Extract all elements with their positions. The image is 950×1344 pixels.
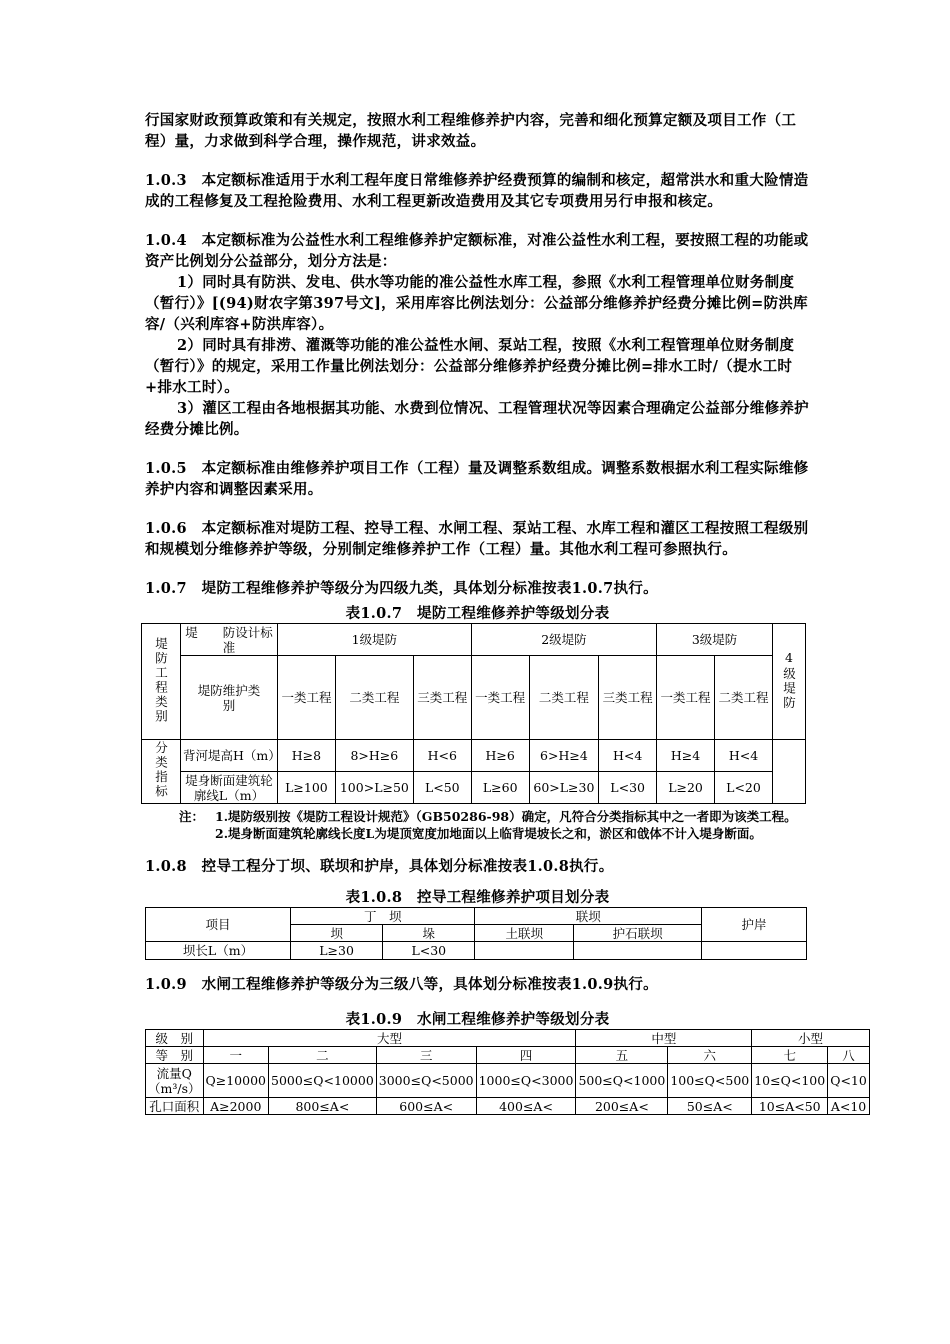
table-cell: 孔口面积 <box>146 1098 204 1115</box>
table-cell: 丁 坝 <box>291 908 475 925</box>
table-cell: A<10 <box>828 1098 870 1115</box>
table-cell: 600≤A< <box>376 1098 476 1115</box>
table-cell: 堤防工程类别 <box>142 624 181 740</box>
clause-1-0-3: 1.0.3 本定额标准适用于水利工程年度日常维修养护经费预算的编制和核定，超常洪水和重大险情造成的工程修复及工程抢险费用、水利工程更新改造费用及其它专项费用另行申报和核定。 <box>145 172 809 210</box>
table-cell: 项目 <box>146 908 291 942</box>
table-cell: 坝 <box>291 925 383 942</box>
table-cell: 三 <box>376 1047 476 1064</box>
table-cell: 联坝 <box>475 908 702 925</box>
table-cell: 堤防维护类 别 <box>181 656 278 740</box>
table-cell: 100≤Q<500 <box>668 1064 752 1098</box>
table-cell: H<4 <box>599 740 657 772</box>
table-cell: 一类工程 <box>278 656 336 740</box>
table-cell: 100>L≥50 <box>335 772 413 804</box>
table-cell: L≥60 <box>471 772 529 804</box>
table-cell: 三类工程 <box>413 656 471 740</box>
table-cell <box>702 942 807 960</box>
table-cell: 10≤Q<100 <box>752 1064 828 1098</box>
note-label: 注： <box>179 809 205 824</box>
paragraph: 行国家财政预算政策和有关规定，按照水利工程维修养护内容，完善和细化预算定额及项目工作（工程）量，力求做到科学合理，操作规范，讲求效益。 <box>145 112 797 150</box>
table-cell: 中型 <box>576 1030 752 1047</box>
table-cell: 一类工程 <box>657 656 715 740</box>
table-cell: 二类工程 <box>529 656 599 740</box>
table-1-0-7-caption: 表1.0.7 堤防工程维修养护等级划分表 <box>345 605 610 622</box>
table-1-0-7 <box>141 623 806 804</box>
table-cell: 大型 <box>203 1030 576 1047</box>
table-cell: 8>H≥6 <box>335 740 413 772</box>
table-cell: 堤 防设计标准 <box>181 624 278 656</box>
clause-1-0-4: 1.0.4 本定额标准为公益性水利工程维修养护定额标准，对准公益性水利工程，要按照工程的功能或资产比例划分公益部分，划分方法是： <box>145 232 809 270</box>
table-cell: 堤身断面建筑轮廓线L（m） <box>181 772 278 804</box>
table-cell: 1级堤防 <box>278 624 472 656</box>
table-cell: H≥4 <box>657 740 715 772</box>
table-cell: 200≤A< <box>576 1098 668 1115</box>
table-cell: 坝长L（m） <box>146 942 291 960</box>
table-cell <box>475 942 574 960</box>
table-cell: 六 <box>668 1047 752 1064</box>
table-cell: 一 <box>203 1047 269 1064</box>
table-cell: 分类指标 <box>142 740 181 804</box>
table-cell: 400≤A< <box>476 1098 576 1115</box>
table-cell: Q≥10000 <box>203 1064 269 1098</box>
table-cell: 小型 <box>752 1030 870 1047</box>
clause-1-0-8: 1.0.8 控导工程分丁坝、联坝和护岸，具体划分标准按表1.0.8执行。 <box>145 858 614 875</box>
table-cell: 背河堤高H（m） <box>181 740 278 772</box>
table-cell: Q<10 <box>828 1064 870 1098</box>
table-cell: 四 <box>476 1047 576 1064</box>
table-cell: 800≤A< <box>269 1098 377 1115</box>
table-cell: H<4 <box>715 740 773 772</box>
table-cell: 60>L≥30 <box>529 772 599 804</box>
note-2: 2.堤身断面建筑轮廓线长度L为堤顶宽度加地面以上临背堤坡长之和，淤区和戗体不计入堤身断面。 <box>215 826 762 841</box>
table-cell: 五 <box>576 1047 668 1064</box>
table-cell: 二 <box>269 1047 377 1064</box>
table-1-0-8-caption: 表1.0.8 控导工程维修养护项目划分表 <box>345 889 610 906</box>
table-cell: 1000≤Q<3000 <box>476 1064 576 1098</box>
clause-1-0-5: 1.0.5 本定额标准由维修养护项目工作（工程）量及调整系数组成。调整系数根据水利工程实际维修养护内容和调整因素采用。 <box>145 460 809 498</box>
table-cell: 5000≤Q<10000 <box>269 1064 377 1098</box>
table-cell: L≥20 <box>657 772 715 804</box>
table-cell: A≥2000 <box>203 1098 269 1115</box>
table-cell: 一类工程 <box>471 656 529 740</box>
table-cell: 流量Q（m³/s） <box>146 1064 204 1098</box>
table-cell: 4级堤防 <box>773 624 806 740</box>
table-cell: 3000≤Q<5000 <box>376 1064 476 1098</box>
clause-1-0-4-item-1: 1）同时具有防洪、发电、供水等功能的准公益性水库工程，参照《水利工程管理单位财务制度（暂行）》[(94)财农字第397号文]，采用库容比例法划分：公益部分维修养护经费分摊比例=防洪库容/（兴利库容+防洪库容）。 <box>145 274 808 333</box>
clause-1-0-4-item-2: 2）同时具有排涝、灌溉等功能的准公益性水闸、泵站工程，按照《水利工程管理单位财务制度（暂行）》的规定，采用工作量比例法划分：公益部分维修养护经费分摊比例=排水工时/（提水工时+排水工时）。 <box>145 337 795 396</box>
table-cell: 二类工程 <box>715 656 773 740</box>
table-cell: 护岸 <box>702 908 807 942</box>
table-cell: 级 别 <box>146 1030 204 1047</box>
table-cell: 护石联坝 <box>574 925 702 942</box>
table-cell: H≥8 <box>278 740 336 772</box>
table-cell: 三类工程 <box>599 656 657 740</box>
table-cell: L<20 <box>715 772 773 804</box>
table-cell: 500≤Q<1000 <box>576 1064 668 1098</box>
note-1: 1.堤防级别按《堤防工程设计规范》（GB50286-98）确定，凡符合分类指标其中之一者即为该类工程。 <box>215 809 797 824</box>
table-cell: 50≤A< <box>668 1098 752 1115</box>
table-cell: 2级堤防 <box>471 624 656 656</box>
table-1-0-9-caption: 表1.0.9 水闸工程维修养护等级划分表 <box>345 1011 610 1028</box>
table-cell: L<30 <box>383 942 475 960</box>
table-cell <box>574 942 702 960</box>
clause-1-0-9: 1.0.9 水闸工程维修养护等级分为三级八等，具体划分标准按表1.0.9执行。 <box>145 976 658 993</box>
table-cell: L≥30 <box>291 942 383 960</box>
table-cell: 二类工程 <box>335 656 413 740</box>
table-cell: L<30 <box>599 772 657 804</box>
table-cell: 垛 <box>383 925 475 942</box>
clause-1-0-6: 1.0.6 本定额标准对堤防工程、控导工程、水闸工程、泵站工程、水库工程和灌区工程按照工程级别和规模划分维修养护等级，分别制定维修养护工作（工程）量。其他水利工程可参照执行。 <box>145 520 809 558</box>
clause-1-0-4-item-3: 3）灌区工程由各地根据其功能、水费到位情况、工程管理状况等因素合理确定公益部分维修养护经费分摊比例。 <box>145 400 809 438</box>
clause-1-0-7: 1.0.7 堤防工程维修养护等级分为四级九类，具体划分标准按表1.0.7执行。 <box>145 580 658 597</box>
document-page <box>145 110 867 1115</box>
table-1-0-7-notes <box>145 808 810 842</box>
table-cell: L≥100 <box>278 772 336 804</box>
table-cell: 3级堤防 <box>657 624 773 656</box>
table-cell: 七 <box>752 1047 828 1064</box>
table-cell: 6>H≥4 <box>529 740 599 772</box>
table-cell: 等 别 <box>146 1047 204 1064</box>
table-1-0-9 <box>145 1029 870 1115</box>
table-cell: H≥6 <box>471 740 529 772</box>
table-cell: L<50 <box>413 772 471 804</box>
table-cell: 土联坝 <box>475 925 574 942</box>
table-1-0-8 <box>145 907 807 960</box>
table-cell: H<6 <box>413 740 471 772</box>
table-cell <box>773 740 806 804</box>
table-cell: 八 <box>828 1047 870 1064</box>
table-cell: 10≤A<50 <box>752 1098 828 1115</box>
